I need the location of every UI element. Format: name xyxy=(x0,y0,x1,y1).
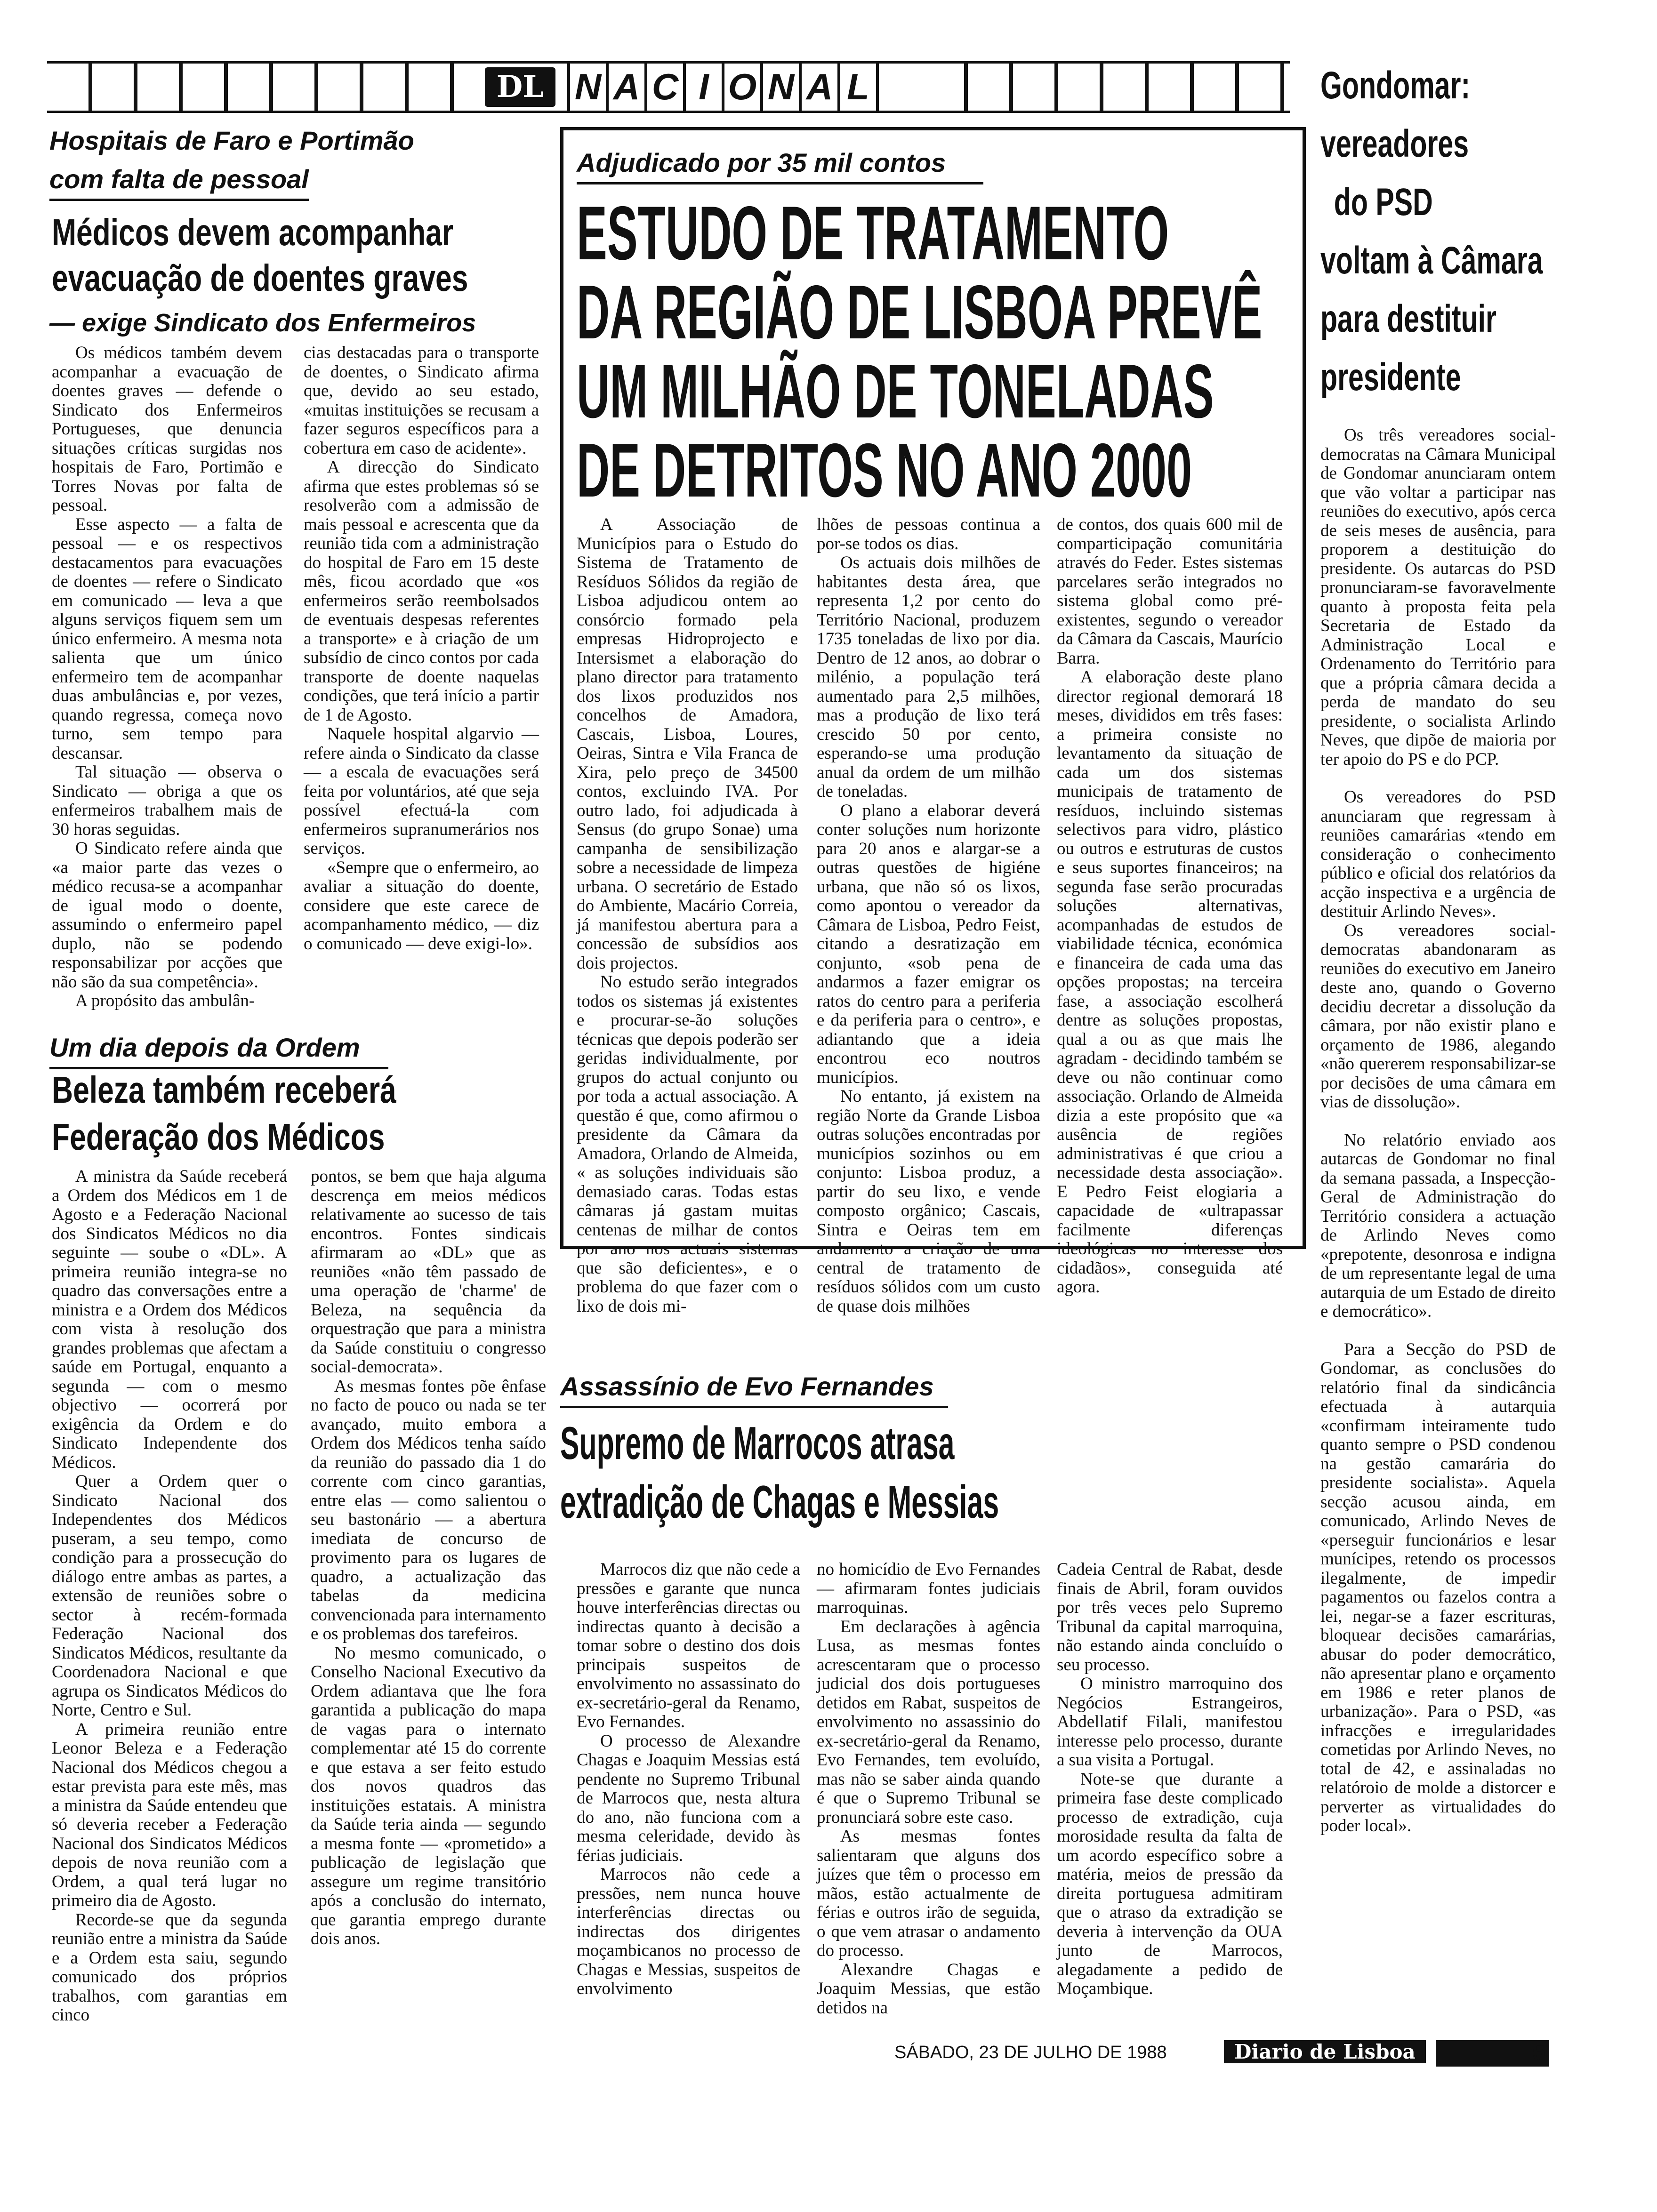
beleza-column-2: pontos, se bem que haja alguma descrença em meios médicos relativamente ao sucesso de tais encontros. Fontes sindicais afirmaram ao «DL» que as reuniões «não têm passado de uma operação de 'charme' de Beleza, na sequência da orquestração que para a ministra da Saúde constituiu o congresso social-democrata». As mesmas fontes põe ênfase no facto de pouco ou nada se ter avançado, muito embora a Ordem dos Médicos tenha saído da reunião do passado dia 1 do corrente com cinco garantias, entre elas — como salientou o seu bastonário — a abertura imediata de concurso de provimento para os lugares de quadro, a actualização das tabelas da medicina convencionada para internamento e os problemas dos tarefeiros. No mesmo comunicado, o Conselho Nacional Executivo da Ordem adiantava que lhe fora garantida a publicação do mapa de vagas para o internato complementar até 15 do corrente e que estava a ser feito estudo dos novos quadros das instituições estatais. A ministra da Saúde teria ainda — segundo a mesma fonte — «prometido» a publicação de legislação que assegure um regime transitório após a conclusão do internato, que garantia emprego durante dois anos. xyxy=(311,1167,546,1948)
footer-rule xyxy=(1436,2040,1549,2067)
evo-headline-2: extradição de Chagas e Messias xyxy=(560,1476,999,1528)
lisboa-kicker: Adjudicado por 35 mil contos xyxy=(577,144,983,184)
evo-kicker: Assassínio de Evo Fernandes xyxy=(560,1367,948,1408)
beleza-kicker: Um dia depois da Ordem xyxy=(49,1028,388,1069)
beleza-headline-2: Federação dos Médicos xyxy=(52,1116,385,1158)
gondomar-headline: Gondomar: vereadores do PSD voltam à Câmara para destituir presidente xyxy=(1320,64,1543,399)
evo-column-1: Marrocos diz que não cede a pressões e garante que nunca houve interferências directas ou indirectas quanto à decisão a tomar sobre o destino dos dois principais suspeitos de envolvimento no assassinato do ex-secretário-geral da Renamo, Evo Fernandes. O processo de Alexandre Chagas e Joaquim Messias está pendente no Supremo Tribunal de Marrocos que, nesta altura do ano, não funciona com a mesma celeridade, devido às férias judiciais. Marrocos não cede a pressões, nem nunca houve interferências directas ou indirectas dos dirigentes moçambicanos no processo de Chagas e Messias, suspeitos de envolvimento xyxy=(577,1560,800,1998)
beleza-headline-1: Beleza também receberá xyxy=(52,1069,396,1111)
hospitais-subtitle: — exige Sindicato dos Enfermeiros xyxy=(49,309,476,337)
hospitais-kicker: Hospitais de Faro e Portimão com falta de pessoal xyxy=(49,121,544,201)
dl-logo: DL xyxy=(485,67,555,107)
evo-column-2: no homicídio de Evo Fernandes — afirmaram fontes judiciais marroquinas. Em declarações à agência Lusa, as mesmas fontes acrescentaram que o processo judicial dos dois portugueses detidos em Rabat, suspeitos de envolvimento no assassinio do ex-secretário-geral da Renamo, Evo Fernandes, tem evoluído, mas não se saber ainda quando é que o Supremo Tribunal se pronunciará sobre este caso. As mesmas fontes salientaram que alguns dos juízes que têm o processo em mãos, estão actualmente de férias e outros irão de seguida, o que vem atrasar o andamento do processo. Alexandre Chagas e Joaquim Messias, que estão detidos na xyxy=(817,1560,1040,2018)
header-hatching-right xyxy=(923,64,1290,111)
section-header xyxy=(47,61,1290,113)
evo-column-3: Cadeia Central de Rabat, desde finais de Abril, foram ouvidos por três veces pelo Supremo Tribunal da capital marroquina, não estando ainda concluído o seu processo. O ministro marroquino dos Negócios Estrangeiros, Abdellatif Filali, manifestou interesse pelo processo, durante a sua visita a Portugal. Note-se que durante a primeira fase deste complicado processo de extradição, cuja morosidade resulta da falta de um acordo específico sobre a matéria, meios de pressão da direita portuguesa admitiram que o atraso da extradição se deveria à intervenção da OUA junto de Marrocos, alegadamente a pedido de Moçambique. xyxy=(1057,1560,1283,1998)
gondomar-body: Os três vereadores social-democratas na Câmara Municipal de Gondomar anunciaram ontem que vão voltar a participar nas reuniões do executivo, após cerca de seis meses de ausência, para proporem a destituição do presidente. Os autarcas do PSD pronunciaram-se favoravelmente quanto à proposta feita pela Secretaria de Estado da Administração Local e Ordenamento do Território para que a própria câmara decida a perda de mandato do seu presidente, o socialista Arlindo Neves, que dipõe de maioria por ter apoio do PS e do PCP. Os vereadores do PSD anunciaram que regressam à reuniões camarárias «tendo em consideração o conhecimento público e oficial dos relatórios da acção inspectiva e a urgência de destituir Arlindo Neves». Os vereadores social-democratas abandonaram as reuniões do executivo em Janeiro deste ano, quando o Governo decidiu decretar a dissolução da câmara, por não existir plano e orçamento de 1986, alegando «não quererem responsabilizar-se por decisões de uma câmara em vias de dissolução». No relatório enviado aos autarcas de Gondomar no final da semana passada, a Inspecção-Geral de Administração do Território considera a actuação de Arlindo Neves como «prepotente, desonrosa e indigna de um representante legal de uma autarquia de um Estado de direito e democrático». Para a Secção do PSD de Gondomar, as conclusões do relatório final da sindicância efectuada à autarquia «confirmam inteiramente tudo quanto sempre o PSD condenou na gestão camarária do presidente socialista». Aquela secção acusou ainda, em comunicado, Arlindo Neves de «perseguir funcionários e lesar munícipes, retendo os processos ilegalmente, de impedir pagamentos ou fazelos contra a lei, negar-se a fazer escrituras, bloquear decisões camarárias, abusar do poder democrático, não apresentar plano e orçamento em 1986 e reter planos de urbanização». Para o PSD, «as infracções e irregularidades cometidas por Arlindo Neves, no total de 42, e assinaladas no relatóroio de molde a distorcer e perverter as virtualidades do poder local». xyxy=(1320,425,1556,1835)
hospitais-column-1: Os médicos também devem acompanhar a evacuação de doentes graves — defende o Sindicato dos Enfermeiros Portugueses, que denuncia situações críticas surgidas nos hospitais de Faro, Portimão e Torres Novas por falta de pessoal. Esse aspecto — a falta de pessoal — e os respectivos destacamentos para evacuações de doentes — refere o Sindicato em comunicado — leva a que alguns serviços fiquem sem um único enfermeiro. A mesma nota salienta que um único enfermeiro tem de acompanhar duas ambulâncias e, por vezes, quando regressa, começa novo turno, sem tempo para descansar. Tal situação — observa o Sindicato — obriga a que os enfermeiros trabalhem mais de 30 horas seguidas. O Sindicato refere ainda que «a maior parte das vezes o médico recusa-se a acompanhar de igual modo o doente, assumindo o enfermeiro papel duplo, não se podendo responsabilizar por acções que não são da sua competência». A propósito das ambulân- xyxy=(52,343,282,1010)
lisboa-column-3: de contos, dos quais 600 mil de comparticipação comunitária através do Feder. Estes sistemas parcelares serão integrados no sistema global como pré-existentes, segundo o vereador da Câmara da Cascais, Maurício Barra. A elaboração deste plano director regional demorará 18 meses, divididos em três fases: a primeira consiste no levantamento da situação de cada um dos sistemas municipais de tratamento de resíduos, incluindo sistemas selectivos para vidro, plástico ou outros e estruturas de custos e seus suportes financeiros; na segunda fase serão procuradas soluções alternativas, acompanhadas de estudos de viabilidade técnica, económica e financeira de cada uma das opções propostas; na terceira fase, a associação escolherá dentre as soluções propostas, qual a ou as que mais lhe agradam - decidindo também se deve ou não continuar como associação. Orlando de Almeida dizia a este propósito que «a ausência de regiões administrativas é que criou a necessidade desta associação». E Pedro Feist elogiaria a capacidade de «ultrapassar facilmente diferenças ideológicas no interesse dos cidadãos», conseguida até agora. xyxy=(1057,515,1283,1297)
section-title: N A C I O N A L xyxy=(567,64,879,111)
header-hatching-left xyxy=(47,64,485,111)
beleza-column-1: A ministra da Saúde receberá a Ordem dos Médicos em 1 de Agosto e a Federação Nacional dos Sindicatos Médicos no dia seguinte — soube o «DL». A primeira reunião integra-se no quadro das conversações entre a ministra e a Ordem dos Médicos com vista à resolução dos grandes problemas que afectam a saúde em Portugal, enquanto a segunda — com o mesmo objectivo — ocorrerá por exigência da Ordem e do Sindicato Independente dos Médicos. Quer a Ordem quer o Sindicato Nacional dos Independentes dos Médicos puseram, a seu tempo, como condição para a prossecução do diálogo entre ambas as partes, a extensão de reuniões sobre o sector à recém-formada Federação Nacional dos Sindicatos Médicos, resultante da Coordenadora Nacional e que agrupa os Sindicatos Médicos do Norte, Centro e Sul. A primeira reunião entre Leonor Beleza e a Federação Nacional dos Médicos chegou a estar prevista para este mês, mas a ministra da Saúde entendeu que só deveria receber a Federação Nacional dos Sindicatos Médicos depois de nova reunião com a Ordem, a qual terá lugar no primeiro dia de Agosto. Recorde-se que da segunda reunião entre a ministra da Saúde e a Ordem esta saiu, segundo comunicado dos próprios trabalhos, com garantias em cinco xyxy=(52,1167,287,2025)
evo-headline-1: Supremo de Marrocos atrasa xyxy=(560,1417,955,1469)
footer-masthead: Diario de Lisboa xyxy=(1224,2040,1426,2063)
lisboa-headline-3: UM MILHÃO DE TONELADAS xyxy=(577,349,1214,434)
hospitais-column-2: cias destacadas para o transporte de doentes, o Sindicato afirma que, devido ao seu estado, «muitas instituições se recusam a fazer seguros específicos para a cobertura em caso de acidente». A direcção do Sindicato afirma que estes problemas só se resolverão com a admissão de mais pessoal e acrescenta que da reunião tida com a administração do hospital de Faro em 15 deste mês, ficou acordado que «os enfermeiros serão reembolsados de eventuais despesas referentes a transporte» e à criação de um subsídio de cinco contos por cada transporte de doente naquelas condições, que terá início a partir de 1 de Agosto. Naquele hospital algarvio — refere ainda o Sindicato da classe — a escala de evacuações será feita por voluntários, até que seja possível efectuá-la com enfermeiros supranumerários nos serviços. «Sempre que o enfermeiro, ao avaliar a situação do doente, considere que este carece de acompanhamento médico, — diz o comunicado — deve exigi-lo». xyxy=(304,343,539,954)
hospitais-headline-2: evacuação de doentes graves xyxy=(52,257,468,299)
lisboa-headline-1: ESTUDO DE TRATAMENTO xyxy=(577,191,1169,276)
footer-date: SÁBADO, 23 DE JULHO DE 1988 xyxy=(894,2043,1167,2062)
lisboa-column-2: lhões de pessoas continua a por-se todos os dias. Os actuais dois milhões de habitantes desta área, que representa 1,2 por cento do Território Nacional, produzem 1735 toneladas de lixo por dia. Dentro de 12 anos, ao dobrar o milénio, a população terá aumentado para 2,5 milhões, mas a produção de lixo terá crescido 50 por cento, esperando-se uma produção anual da ordem de um milhão de toneladas. O plano a elaborar deverá conter soluções num horizonte para 20 anos e alargar-se a outras questões de higiéne urbana, que não só os lixos, como apontou o vereador da Câmara de Lisboa, Pedro Feist, citando a desratização em conjunto, «sob pena de andarmos a fazer emigrar os ratos do centro para a periferia e da periferia para o centro», e adiantando que a ideia encontrou eco noutros municípios. No entanto, já existem na região Norte da Grande Lisboa outras soluções encontradas por municípios sozinhos ou em conjunto: Lisboa produz, a partir do seu lixo, e vende composto orgânico; Cascais, Sintra e Oeiras tem em andamento a criação de uma central de tratamento de resíduos sólidos com um custo de quase dois milhões xyxy=(817,515,1040,1316)
lisboa-column-1: A Associação de Municípios para o Estudo do Sistema de Tratamento de Resíduos Sólidos da região de Lisboa adjudicou ontem ao consórcio formado pela empresas Hidroprojecto e Intersismet a elaboração do plano director para tratamento dos lixos produzidos nos concelhos de Amadora, Cascais, Lisboa, Loures, Oeiras, Sintra e Vila Franca de Xira, pelo preço de 34500 contos, excluindo IVA. Por outro lado, foi adjudicada à Sensus (do grupo Sonae) uma campanha de sensibilização sobre a necessidade de limpeza urbana. O secretário de Estado do Ambiente, Macário Correia, já manifestou abertura para a concessão de subsídios aos dois projectos. No estudo serão integrados todos os sistemas já existentes e procurar-se-ão soluções técnicas que depois poderão ser geridas individualmente, por grupos do actual conjunto ou por toda a actual associação. A questão é que, como afirmou o presidente da Câmara da Amadora, Orlando de Almeida, « as soluções individuais são demasiado caras. Todas estas câmaras já gastam muitas centenas de milhar de contos por ano nos actuais sistemas que são deficientes», e o problema do que fazer com o lixo de dois mi- xyxy=(577,515,798,1316)
hospitais-headline-1: Médicos devem acompanhar xyxy=(52,211,454,253)
lisboa-headline-4: DE DETRITOS NO ANO 2000 xyxy=(577,428,1192,513)
lisboa-headline-2: DA REGIÃO DE LISBOA PREVÊ xyxy=(577,270,1263,355)
page-number: 5 xyxy=(1532,2038,1545,2065)
